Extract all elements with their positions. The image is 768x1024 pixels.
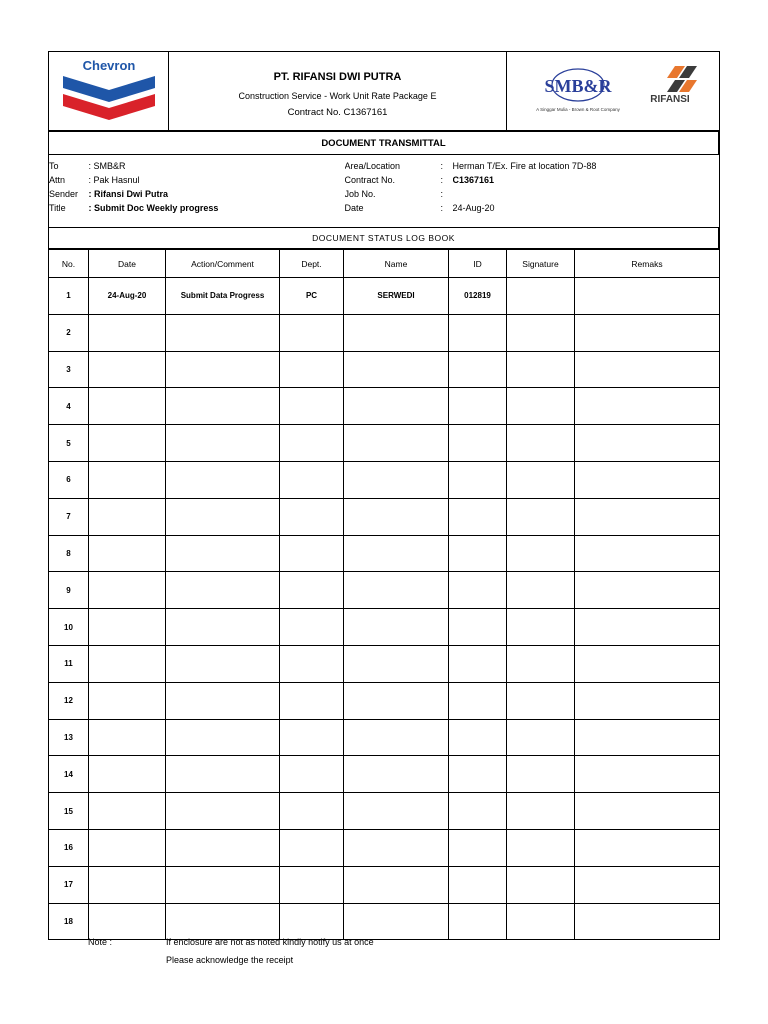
table-cell	[449, 719, 507, 756]
table-cell	[344, 388, 449, 425]
table-cell	[507, 793, 575, 830]
table-row	[49, 829, 720, 866]
info-row-sender: Sender : Rifansi Dwi Putra Job No. :	[49, 189, 444, 199]
table-cell	[166, 903, 280, 940]
table-cell	[344, 351, 449, 388]
info-row-attn: Attn : Pak Hasnul Contract No. : C1367161	[49, 175, 495, 185]
table-cell: 9	[49, 572, 89, 609]
table-cell	[344, 461, 449, 498]
log-header-row	[49, 250, 720, 278]
table-cell	[280, 388, 344, 425]
table-row	[49, 498, 720, 535]
table-cell	[449, 351, 507, 388]
table-cell	[344, 756, 449, 793]
table-cell	[449, 903, 507, 940]
table-cell: 4	[49, 388, 89, 425]
table-cell	[575, 351, 720, 388]
table-cell	[575, 314, 720, 351]
table-cell	[89, 461, 166, 498]
table-row	[49, 793, 720, 830]
table-cell	[449, 461, 507, 498]
table-row	[49, 351, 720, 388]
table-cell	[89, 756, 166, 793]
table-cell	[575, 719, 720, 756]
table-cell: 15	[49, 793, 89, 830]
table-cell	[449, 425, 507, 462]
table-cell	[449, 829, 507, 866]
table-cell	[89, 535, 166, 572]
note-line-1: If enclosure are not as noted kindly notify us at once	[166, 937, 374, 947]
table-cell	[280, 535, 344, 572]
table-cell	[280, 461, 344, 498]
table-cell	[166, 866, 280, 903]
table-cell	[449, 756, 507, 793]
col-dept: Dept.	[280, 250, 344, 278]
table-cell	[166, 498, 280, 535]
table-cell	[507, 461, 575, 498]
table-cell	[575, 682, 720, 719]
table-cell	[449, 682, 507, 719]
table-cell	[89, 866, 166, 903]
table-cell: 1	[49, 278, 89, 315]
table-cell	[89, 829, 166, 866]
table-cell	[89, 388, 166, 425]
table-cell	[507, 609, 575, 646]
info-row-to: To : SMB&R Area/Location : Herman T/Ex. Fire at location 7D-88	[49, 161, 597, 171]
note-line-2: Please acknowledge the receipt	[166, 955, 294, 965]
table-cell	[575, 278, 720, 315]
table-cell	[449, 498, 507, 535]
partner-logos-cell	[507, 52, 720, 131]
table-cell	[449, 645, 507, 682]
table-cell	[89, 425, 166, 462]
table-cell	[575, 829, 720, 866]
table-cell: 10	[49, 609, 89, 646]
table-row	[49, 682, 720, 719]
chevron-logo-cell	[49, 52, 169, 131]
table-cell	[166, 756, 280, 793]
table-cell	[166, 314, 280, 351]
table-cell	[344, 572, 449, 609]
table-row	[49, 388, 720, 425]
table-cell	[344, 829, 449, 866]
table-cell: SERWEDI	[344, 278, 449, 315]
table-cell	[575, 388, 720, 425]
sheet-border	[719, 51, 720, 935]
table-cell	[507, 572, 575, 609]
col-date: Date	[89, 250, 166, 278]
table-cell	[280, 314, 344, 351]
table-cell	[507, 682, 575, 719]
table-cell	[507, 903, 575, 940]
table-cell: 13	[49, 719, 89, 756]
table-cell	[280, 645, 344, 682]
table-cell	[280, 829, 344, 866]
table-cell	[575, 535, 720, 572]
chevron-logo-icon	[49, 52, 169, 125]
table-cell: 3	[49, 351, 89, 388]
table-cell	[449, 609, 507, 646]
table-cell	[280, 498, 344, 535]
table-cell	[89, 682, 166, 719]
table-cell	[449, 388, 507, 425]
table-cell: 17	[49, 866, 89, 903]
table-cell	[344, 903, 449, 940]
table-cell	[344, 609, 449, 646]
table-row	[49, 609, 720, 646]
transmittal-title: DOCUMENT TRANSMITTAL	[49, 132, 719, 155]
table-cell: 12	[49, 682, 89, 719]
col-name: Name	[344, 250, 449, 278]
table-cell	[166, 351, 280, 388]
table-cell	[89, 351, 166, 388]
table-cell	[575, 425, 720, 462]
log-book-title: DOCUMENT STATUS LOG BOOK	[49, 228, 719, 249]
col-signature: Signature	[507, 250, 575, 278]
table-cell	[507, 314, 575, 351]
table-cell	[507, 278, 575, 315]
table-cell	[89, 609, 166, 646]
table-cell	[344, 866, 449, 903]
table-cell	[89, 645, 166, 682]
table-cell	[507, 645, 575, 682]
svg-text:RIFANSI: RIFANSI	[650, 94, 690, 105]
table-cell	[344, 314, 449, 351]
table-cell	[166, 535, 280, 572]
table-cell: PC	[280, 278, 344, 315]
table-cell	[507, 425, 575, 462]
table-row	[49, 719, 720, 756]
table-cell	[280, 756, 344, 793]
table-cell	[280, 903, 344, 940]
table-cell	[344, 498, 449, 535]
table-cell	[166, 829, 280, 866]
table-cell	[89, 498, 166, 535]
table-cell	[575, 756, 720, 793]
table-cell: 16	[49, 829, 89, 866]
table-cell	[344, 425, 449, 462]
table-row	[49, 314, 720, 351]
table-cell	[280, 351, 344, 388]
col-no: No.	[49, 250, 89, 278]
table-cell: 14	[49, 756, 89, 793]
table-cell	[344, 682, 449, 719]
table-cell	[575, 866, 720, 903]
table-row	[49, 756, 720, 793]
table-cell	[280, 572, 344, 609]
table-cell	[449, 535, 507, 572]
table-cell	[166, 388, 280, 425]
table-cell	[507, 829, 575, 866]
col-id: ID	[449, 250, 507, 278]
table-cell: 6	[49, 461, 89, 498]
table-cell	[344, 645, 449, 682]
table-cell: 8	[49, 535, 89, 572]
table-cell	[89, 719, 166, 756]
notes	[88, 936, 374, 972]
table-cell	[507, 866, 575, 903]
table-cell	[575, 793, 720, 830]
table-cell	[166, 609, 280, 646]
table-cell: 18	[49, 903, 89, 940]
table-cell	[507, 756, 575, 793]
table-cell	[89, 903, 166, 940]
table-cell	[280, 609, 344, 646]
table-cell	[507, 351, 575, 388]
table-cell	[89, 572, 166, 609]
table-cell	[449, 572, 507, 609]
table-row	[49, 535, 720, 572]
header-table	[48, 51, 720, 131]
table-cell	[166, 719, 280, 756]
log-book-table	[48, 249, 720, 940]
table-cell	[449, 314, 507, 351]
table-cell	[166, 461, 280, 498]
table-row	[49, 278, 720, 315]
table-cell	[449, 793, 507, 830]
table-row	[49, 903, 720, 940]
chevron-logo-text: Chevron	[82, 58, 136, 73]
col-action: Action/Comment	[166, 250, 280, 278]
service-description: Construction Service - Work Unit Rate Package E	[238, 90, 437, 101]
table-cell: 11	[49, 645, 89, 682]
smbr-logo-icon	[536, 69, 621, 112]
info-row-title: Title : Submit Doc Weekly progress Date : 24-Aug-20	[49, 203, 495, 213]
table-cell	[166, 425, 280, 462]
transmittal-info	[48, 155, 720, 227]
table-cell	[507, 535, 575, 572]
table-cell	[280, 425, 344, 462]
table-cell	[575, 461, 720, 498]
table-cell: 2	[49, 314, 89, 351]
smbr-tagline: A Singgar Mulia - Brown & Root Company	[536, 107, 620, 112]
table-cell	[280, 866, 344, 903]
table-cell	[280, 682, 344, 719]
table-cell	[344, 719, 449, 756]
table-cell	[280, 793, 344, 830]
table-cell: Submit Data Progress	[166, 278, 280, 315]
table-cell	[507, 388, 575, 425]
table-row	[49, 572, 720, 609]
table-cell	[575, 903, 720, 940]
table-cell	[89, 793, 166, 830]
table-cell: 24-Aug-20	[89, 278, 166, 315]
table-row	[49, 645, 720, 682]
table-cell	[449, 866, 507, 903]
table-cell	[166, 793, 280, 830]
table-cell	[575, 609, 720, 646]
transmittal-sheet	[48, 51, 719, 940]
table-row	[49, 866, 720, 903]
table-cell	[280, 719, 344, 756]
log-rows	[49, 278, 720, 940]
table-cell	[166, 682, 280, 719]
table-cell: 5	[49, 425, 89, 462]
company-cell	[169, 52, 507, 131]
table-cell	[507, 719, 575, 756]
table-cell: 012819	[449, 278, 507, 315]
table-cell	[166, 645, 280, 682]
svg-text:SMB&R: SMB&R	[544, 76, 612, 96]
table-cell	[89, 314, 166, 351]
table-cell	[166, 572, 280, 609]
col-remarks: Remaks	[575, 250, 720, 278]
table-row	[49, 461, 720, 498]
table-cell	[575, 645, 720, 682]
rifansi-logo-icon	[650, 66, 697, 105]
table-cell	[344, 793, 449, 830]
table-row	[49, 425, 720, 462]
table-cell	[575, 572, 720, 609]
table-cell: 7	[49, 498, 89, 535]
table-cell	[344, 535, 449, 572]
company-name: PT. RIFANSI DWI PUTRA	[273, 70, 402, 83]
contract-line: Contract No. C1367161	[287, 106, 388, 118]
note-label: Note :	[88, 937, 113, 947]
table-cell	[575, 498, 720, 535]
table-cell	[507, 498, 575, 535]
